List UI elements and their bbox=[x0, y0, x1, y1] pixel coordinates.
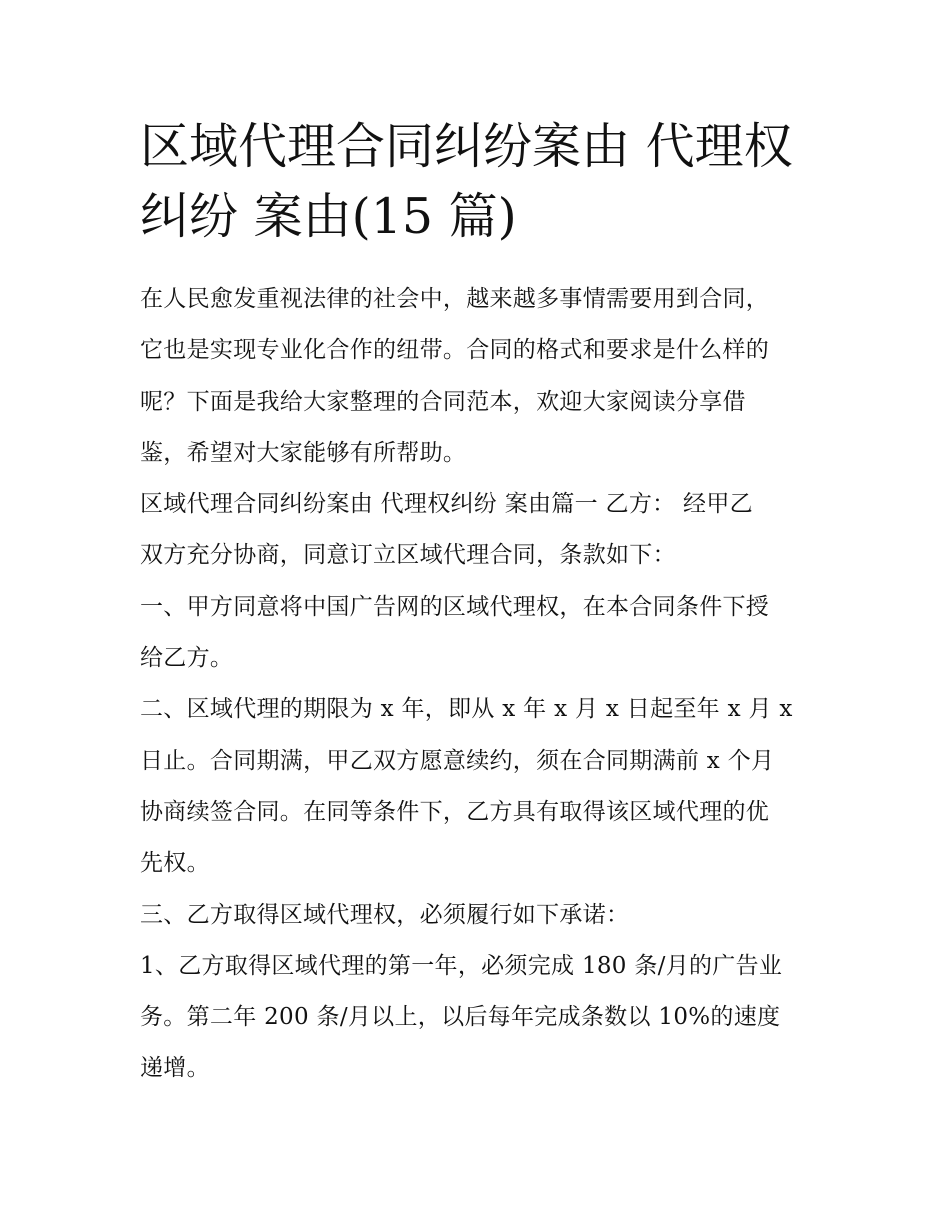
text-line: 它也是实现专业化合作的纽带。合同的格式和要求是什么样的 bbox=[140, 337, 770, 364]
paragraph-clause-3-item-1 bbox=[140, 941, 820, 1095]
text-line: 一、甲方同意将中国广告网的区域代理权，在本合同条件下授 bbox=[140, 593, 770, 620]
text-line: 递增。 bbox=[140, 1055, 210, 1082]
text-line: 给乙方。 bbox=[140, 645, 234, 672]
text-line: 三、乙方取得区域代理权，必须履行如下承诺： bbox=[140, 901, 630, 928]
paragraph-section-header bbox=[140, 479, 820, 582]
paragraph-intro bbox=[140, 274, 820, 479]
text-line: 务。第二年 200 条/月以上，以后每年完成条数以 10%的速度 bbox=[140, 1004, 781, 1031]
text-line: 鉴，希望对大家能够有所帮助。 bbox=[140, 439, 467, 466]
page-title bbox=[140, 112, 820, 252]
document-body bbox=[140, 274, 820, 1095]
text-line: 日止。合同期满，甲乙双方愿意续约，须在合同期满前 x 个月 bbox=[140, 747, 775, 774]
paragraph-clause-3 bbox=[140, 890, 820, 941]
text-line: 二、区域代理的期限为 x 年，即从 x 年 x 月 x 日起至年 x 月 x bbox=[140, 696, 793, 723]
paragraph-clause-1 bbox=[140, 582, 820, 685]
text-line: 协商续签合同。在同等条件下，乙方具有取得该区域代理的优 bbox=[140, 798, 770, 825]
text-line: 双方充分协商，同意订立区域代理合同，条款如下： bbox=[140, 542, 676, 569]
text-line: 先权。 bbox=[140, 850, 210, 877]
text-line: 在人民愈发重视法律的社会中，越来越多事情需要用到合同， bbox=[140, 286, 770, 312]
text-line: 1、乙方取得区域代理的第一年，必须完成 180 条/月的广告业 bbox=[140, 952, 783, 979]
paragraph-clause-2 bbox=[140, 684, 820, 889]
title-line-2: 纠纷 案由(15 篇) bbox=[140, 188, 517, 245]
title-line-1: 区域代理合同纠纷案由 代理权 bbox=[140, 118, 793, 175]
text-line: 呢？下面是我给大家整理的合同范本，欢迎大家阅读分享借 bbox=[140, 388, 746, 415]
text-line: 区域代理合同纠纷案由 代理权纠纷 案由篇一 乙方： 经甲乙 bbox=[140, 491, 753, 518]
